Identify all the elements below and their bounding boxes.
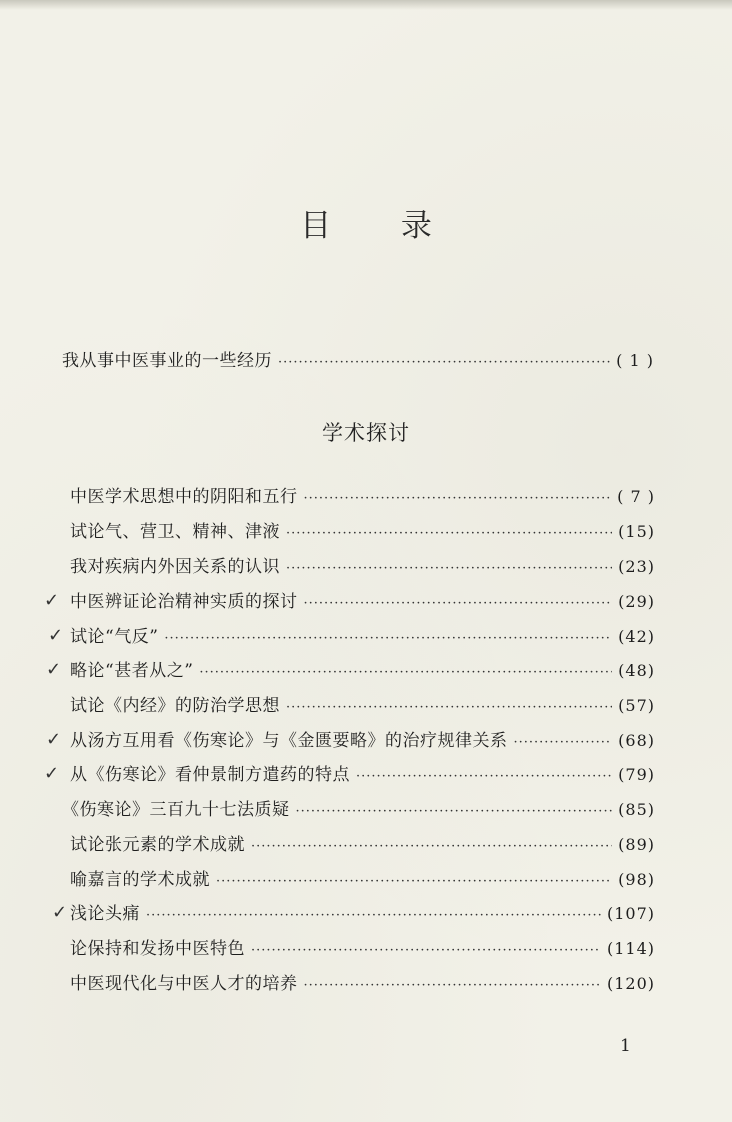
leader-dots: [251, 833, 612, 861]
toc-entry-title: 略论“甚者从之”: [70, 661, 194, 681]
toc-entry-title: 试论张元素的学术成就: [70, 835, 245, 855]
handwritten-check-mark: ✓: [44, 763, 60, 784]
toc-entry-intro: [62, 347, 654, 375]
leader-dots: [216, 868, 612, 896]
toc-entry-title: 中医辨证论治精神实质的探讨: [70, 592, 298, 612]
toc-entry-title: 浅论头痛: [70, 904, 140, 924]
leader-dots: [286, 555, 612, 583]
handwritten-check-mark: ✓: [46, 729, 62, 750]
toc-entry-title: 我对疾病内外因关系的认识: [70, 557, 280, 577]
toc-entry-title: 论保持和发扬中医特色: [70, 939, 245, 959]
toc-entry-page: (89): [618, 835, 655, 854]
section-title: 学术探讨: [322, 421, 410, 445]
toc-entry-page: (57): [618, 696, 655, 715]
contents-heading: 目 录: [300, 208, 462, 244]
handwritten-check-mark: ✓: [46, 659, 62, 680]
toc-entry: [70, 518, 655, 546]
toc-entry-page: (15): [618, 522, 655, 541]
toc-entry-page: (98): [618, 870, 655, 889]
toc-entry-page: (23): [618, 557, 655, 576]
toc-entry-title: 试论“气反”: [70, 627, 159, 647]
leader-dots: [278, 349, 610, 377]
scan-edge: [0, 0, 732, 10]
toc-entry: [70, 866, 655, 894]
toc-entry: [70, 831, 655, 859]
toc-entry-page: ( 1 ): [616, 351, 654, 370]
toc-entry-page: (114): [606, 939, 655, 958]
toc-entry: [62, 796, 655, 824]
toc-entry-page: (29): [618, 592, 655, 611]
leader-dots: [296, 798, 613, 826]
toc-entry: [70, 553, 655, 581]
toc-entry: [70, 588, 655, 616]
page-number: 1: [620, 1036, 631, 1056]
leader-dots: [164, 625, 612, 653]
toc-entry: [70, 483, 655, 511]
toc-entry-title: 试论《内经》的防治学思想: [70, 696, 280, 716]
handwritten-check-mark: ✓: [44, 590, 60, 611]
toc-entry-title: 试论气、营卫、精神、津液: [70, 522, 280, 542]
toc-entry-page: (48): [618, 661, 655, 680]
leader-dots: [356, 763, 612, 791]
leader-dots: [304, 972, 601, 1000]
leader-dots: [286, 520, 612, 548]
leader-dots: [286, 694, 612, 722]
toc-entry: [70, 761, 655, 789]
leader-dots: [199, 659, 612, 687]
toc-entry-title: 从汤方互用看《伤寒论》与《金匮要略》的治疗规律关系: [70, 731, 508, 751]
toc-entry-page: (107): [606, 904, 655, 923]
leader-dots: [251, 937, 601, 965]
leader-dots: [146, 902, 601, 930]
toc-entry-title: 从《伤寒论》看仲景制方遣药的特点: [70, 765, 350, 785]
leader-dots: [304, 485, 612, 513]
leader-dots: [304, 590, 613, 618]
toc-entry: [70, 657, 655, 685]
toc-entry-page: (120): [606, 974, 655, 993]
toc-entry: [70, 935, 655, 963]
toc-entry-page: (85): [618, 800, 655, 819]
handwritten-check-mark: ✓: [48, 625, 64, 646]
toc-entry-title: 喻嘉言的学术成就: [70, 870, 210, 890]
toc-entry: [70, 970, 655, 998]
toc-entry-title: 中医现代化与中医人才的培养: [70, 974, 298, 994]
leader-dots: [514, 729, 613, 757]
toc-entry-title: 我从事中医事业的一些经历: [62, 351, 272, 371]
toc-entry-page: (42): [618, 627, 655, 646]
toc-entry: [70, 900, 655, 928]
toc-entry: [70, 623, 655, 651]
toc-entry-title: 《伤寒论》三百九十七法质疑: [62, 800, 290, 820]
toc-entry: [70, 727, 655, 755]
toc-entry-page: (68): [618, 731, 655, 750]
toc-entry: [70, 692, 655, 720]
handwritten-check-mark: ✓: [52, 902, 68, 923]
toc-entry-title: 中医学术思想中的阴阳和五行: [70, 487, 298, 507]
toc-entry-page: (79): [618, 765, 655, 784]
toc-entry-page: ( 7 ): [617, 487, 655, 506]
